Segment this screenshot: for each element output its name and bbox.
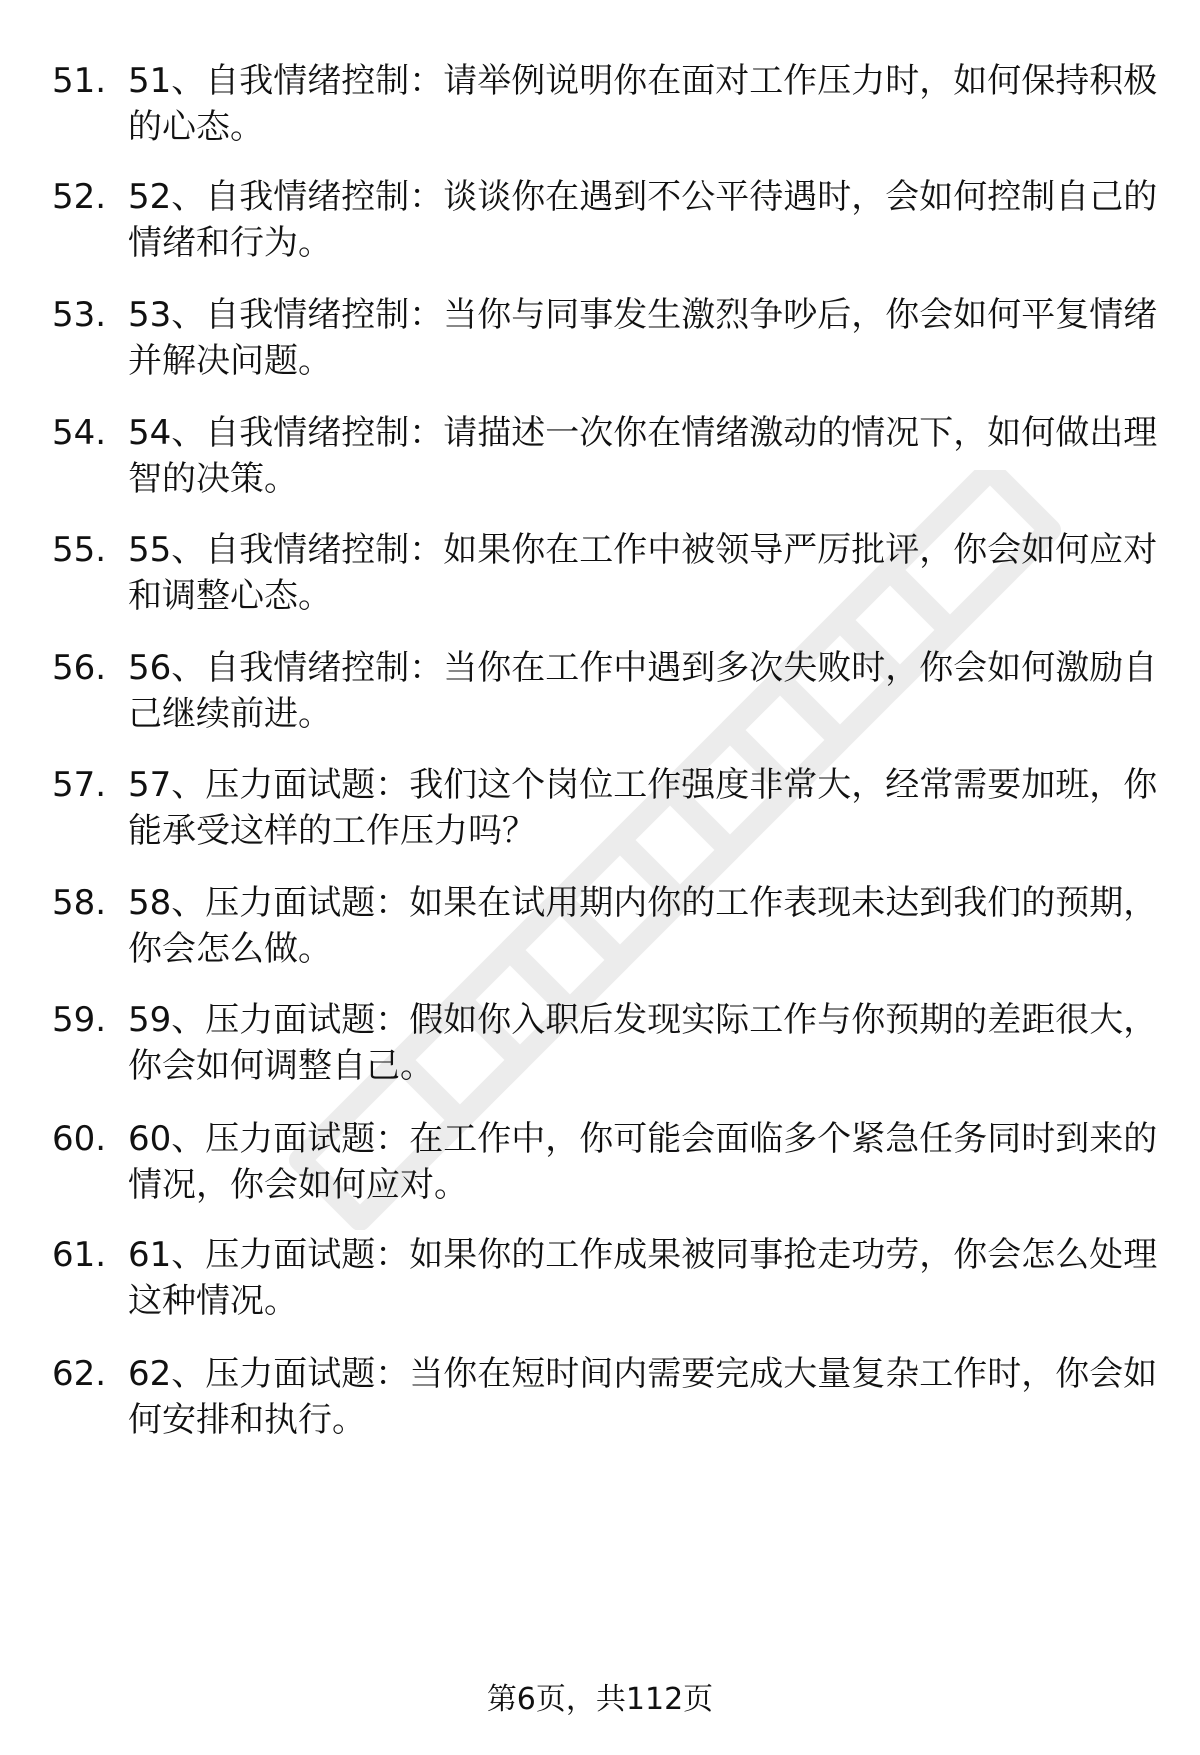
question-number: 52. <box>52 177 107 217</box>
question-number: 53. <box>52 295 107 335</box>
question-text: 51、自我情绪控制：请举例说明你在面对工作压力时，如何保持积极的心态。 <box>128 61 1158 147</box>
list-item <box>52 1351 1167 1461</box>
list-item <box>52 762 1167 872</box>
list-item <box>52 645 1167 755</box>
question-text: 61、压力面试题：如果你的工作成果被同事抢走功劳，你会怎么处理这种情况。 <box>128 1235 1158 1321</box>
question-number: 58. <box>52 883 107 923</box>
question-text: 54、自我情绪控制：请描述一次你在情绪激动的情况下，如何做出理智的决策。 <box>128 413 1158 499</box>
question-number: 51. <box>52 61 107 101</box>
list-item <box>52 410 1167 520</box>
question-text: 53、自我情绪控制：当你与同事发生激烈争吵后，你会如何平复情绪并解决问题。 <box>128 295 1158 381</box>
question-number: 61. <box>52 1235 107 1275</box>
question-number: 56. <box>52 648 107 688</box>
question-text: 58、压力面试题：如果在试用期内你的工作表现未达到我们的预期，你会怎么做。 <box>128 883 1158 969</box>
question-text: 52、自我情绪控制：谈谈你在遇到不公平待遇时，会如何控制自己的情绪和行为。 <box>128 177 1158 263</box>
list-item <box>52 1116 1167 1226</box>
question-text: 56、自我情绪控制：当你在工作中遇到多次失败时，你会如何激励自己继续前进。 <box>128 648 1158 734</box>
question-number: 62. <box>52 1354 107 1394</box>
question-text: 57、压力面试题：我们这个岗位工作强度非常大，经常需要加班，你能承受这样的工作压力吗？ <box>128 765 1158 851</box>
list-item <box>52 58 1167 168</box>
question-number: 57. <box>52 765 107 805</box>
list-item <box>52 1232 1167 1342</box>
page-footer: 第6页，共112页 <box>486 1682 714 1717</box>
list-item <box>52 174 1167 284</box>
list-item <box>52 527 1167 637</box>
question-text: 62、压力面试题：当你在短时间内需要完成大量复杂工作时，你会如何安排和执行。 <box>128 1354 1158 1440</box>
list-item <box>52 880 1167 990</box>
list-item <box>52 997 1167 1107</box>
question-number: 59. <box>52 1000 107 1040</box>
question-text: 60、压力面试题：在工作中，你可能会面临多个紧急任务同时到来的情况，你会如何应对。 <box>128 1119 1158 1205</box>
list-item <box>52 292 1167 402</box>
question-number: 60. <box>52 1119 107 1159</box>
question-text: 59、压力面试题：假如你入职后发现实际工作与你预期的差距很大，你会如何调整自己。 <box>128 1000 1158 1086</box>
question-text: 55、自我情绪控制：如果你在工作中被领导严厉批评，你会如何应对和调整心态。 <box>128 530 1158 616</box>
question-number: 54. <box>52 413 107 453</box>
question-number: 55. <box>52 530 107 570</box>
